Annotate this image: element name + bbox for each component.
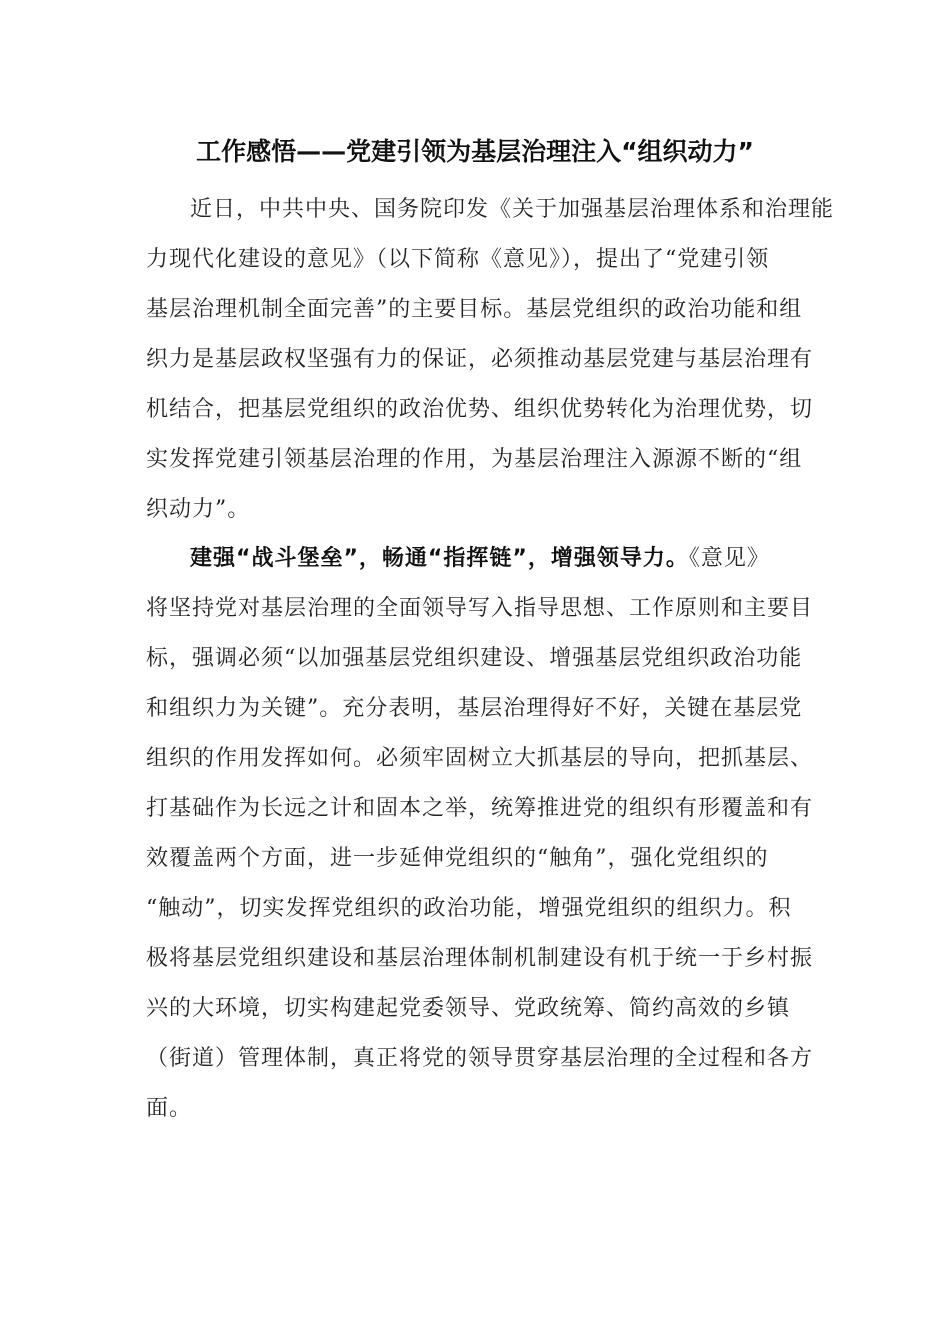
paragraph-2-line: 标，强调必须“以加强基层党组织建设、增强基层党组织政治功能: [146, 646, 803, 671]
paragraph-2-first-line-rest: 《意见》: [688, 546, 770, 571]
paragraph-2-first-line: [146, 534, 796, 584]
paragraph-2-line: 和组织力为关键”。充分表明，基层治理得好不好，关键在基层党: [146, 696, 803, 721]
paragraph-2-line: 组织的作用发挥如何。必须牢固树立大抓基层的导向，把抓基层、: [146, 746, 814, 771]
paragraph-1-line: 机结合，把基层党组织的政治优势、组织优势转化为治理优势，切: [146, 397, 814, 422]
paragraph-1: [146, 185, 835, 535]
paragraph-1-line: 织力是基层政权坚强有力的保证，必须推动基层党建与基层治理有: [146, 347, 814, 372]
paragraph-2-heading: 建强“战斗堡垒”，畅通“指挥链”，增强领导力。: [190, 546, 689, 571]
paragraph-1-line: 力现代化建设的意见》（以下简称《意见》），提出了“党建引领: [146, 247, 770, 272]
paragraph-2-line: （街道）管理体制，真正将党的领导贯穿基层治理的全过程和各方: [146, 1046, 814, 1071]
paragraph-1-line: 织动力”。: [146, 497, 251, 522]
paragraph-2-line: 面。: [146, 1096, 193, 1121]
paragraph-1-line: 实发挥党建引领基层治理的作用，为基层治理注入源源不断的“组: [146, 447, 803, 472]
paragraph-2-line: 效覆盖两个方面，进一步延伸党组织的“触角”，强化党组织的: [146, 846, 769, 871]
paragraph-1-line: 基层治理机制全面完善”的主要目标。基层党组织的政治功能和组: [146, 297, 803, 322]
paragraph-2-line: 极将基层党组织建设和基层治理体制机制建设有机于统一于乡村振: [146, 946, 814, 971]
paragraph-2-line: 打基础作为长远之计和固本之举，统筹推进党的组织有形覆盖和有: [146, 796, 814, 821]
paragraph-2-line: 兴的大环境，切实构建起党委领导、党政统筹、简约高效的乡镇: [146, 996, 791, 1021]
paragraph-2: [146, 534, 814, 1134]
paragraph-2-line: “触动”，切实发挥党组织的政治功能，增强党组织的组织力。积: [146, 896, 792, 921]
paragraph-2-line: 将坚持党对基层治理的全面领导写入指导思想、工作原则和主要目: [146, 596, 814, 621]
paragraph-1-line: 近日，中共中央、国务院印发《关于加强基层治理体系和治理能: [190, 197, 835, 222]
document-title: 工作感悟——党建引领为基层治理注入“组织动力”: [196, 137, 754, 166]
